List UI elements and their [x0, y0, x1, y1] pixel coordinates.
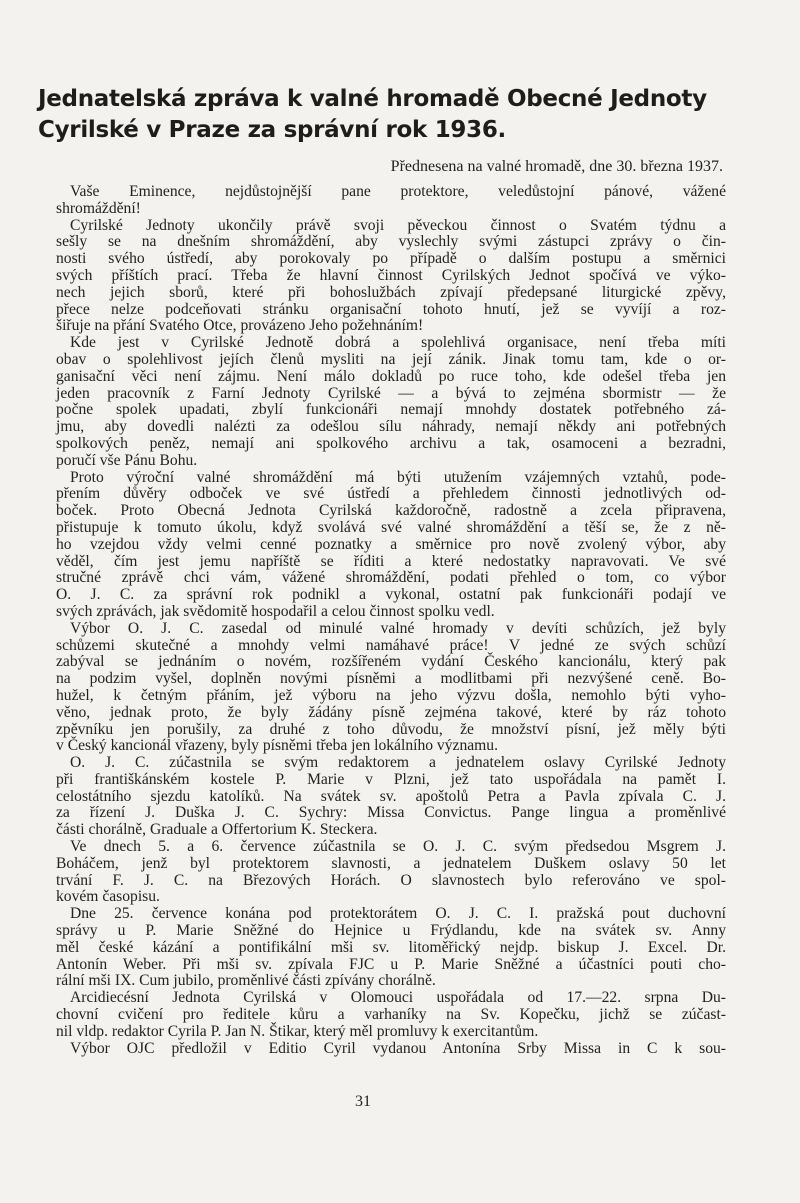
- text-line: Proto výroční valné shromáždění má býti utužením vzájemných vztahů, pode-: [70, 468, 726, 486]
- text-line: věno, jednak proto, že byly žádány písně zejména takové, které by ráz tohoto: [56, 703, 726, 721]
- text-line: rální mši IX. Cum jubilo, proměnlivé části zpívány chorálně.: [56, 972, 436, 990]
- title-line-1: Jednatelská zpráva k valné hromadě Obecné Jednoty: [38, 86, 707, 112]
- text-line: části chorálně, Graduale a Offertorium K. Steckera.: [56, 821, 378, 839]
- title-line-2: Cyrilské v Praze za správní rok 1936.: [38, 117, 506, 143]
- text-line: zabýval se jednáním o novém, rozšířeném vydání Českého kancionálu, který pak: [56, 653, 726, 671]
- text-line: při františkánském kostele P. Marie v Plzni, jež tato uspořádala na pamět I.: [56, 770, 726, 788]
- text-line: sešly se na dnešním shromáždění, aby vyslechly svými zástupci zprávy o čin-: [56, 233, 726, 251]
- text-line: kovém časopisu.: [56, 888, 160, 906]
- text-line: ganisační věci není zájmu. Není málo dokladů po ruce toho, kde odešel třeba jen: [56, 367, 726, 385]
- text-line: na podzim vyšel, doplněn novými písněmi a modlitbami při nezvýšené ceně. Bo-: [56, 670, 726, 688]
- paragraph: [56, 184, 726, 218]
- text-line: nosti svého ústředí, aby porokovaly po případě o dalším postupu a směrnici: [56, 250, 726, 268]
- text-line: nil vldp. redaktor Cyrila P. Jan N. Štikar, který měl promluvy k exercitantům.: [56, 1022, 539, 1040]
- text-line: měl české kázání a pontifikální mši sv. litoměřický nejdp. biskup J. Excel. Dr.: [56, 938, 726, 956]
- text-line: věděl, čím jest jemu napříště se říditi a které nedostatky napravovati. Ve své: [56, 552, 726, 570]
- text-line: svých zprávách, jak svědomitě hospodařil a celou činnost spolku vedl.: [56, 602, 495, 620]
- text-line: ho vzejdou vždy velmi cenné poznatky a směrnice pro nově zvolený výbor, aby: [56, 535, 726, 553]
- text-line: schůzemi skutečné a mnohdy velmi namáhavé práce! V jedné ze svých schůzí: [56, 636, 726, 654]
- paragraph: [56, 218, 726, 336]
- text-line: shromáždění!: [56, 199, 141, 217]
- text-line: stručné zprávě chci vám, vážené shromáždění, podati přehled o tom, co výbor: [56, 569, 726, 587]
- text-line: Antonín Weber. Při mši sv. zpívala FJC u P. Marie Sněžné a účastníci pouti cho-: [56, 955, 726, 973]
- text-line: přením důvěry odboček ve své ústředí a přehledem činnosti jednotlivých od-: [56, 485, 726, 503]
- text-line: správy u P. Marie Sněžné do Hejnice u Frýdlandu, kde na svátek sv. Anny: [56, 922, 726, 940]
- text-line: počne spolek upadati, zbylí funkcionáři nemají mnohdy dostatek potřebného zá-: [56, 401, 726, 419]
- text-line: šiřuje na přání Svatého Otce, provázeno Jeho požehnáním!: [56, 317, 424, 335]
- text-line: přistupuje k tomuto úkolu, když svolává své valné shromáždění a těší se, že z ně-: [56, 518, 726, 536]
- text-line: hužel, k četným přáním, jež výboru na jeho výzvu došla, nemohlo býti vyho-: [56, 686, 726, 704]
- text-line: poručí vše Pánu Bohu.: [56, 451, 198, 469]
- text-line: za řízení J. Duška J. C. Sychry: Missa Convictus. Pange lingua a proměnlivé: [56, 804, 726, 822]
- subtitle-date: Přednesena na valné hromadě, dne 30. března 1937.: [390, 158, 723, 175]
- text-line: zpěvníku jen porušily, za druhé z toho důvodu, že množství písní, jež měly býti: [56, 720, 726, 738]
- text-line: Boháčem, jenž byl protektorem slavnosti, a jednatelem Duškem oslavy 50 let: [56, 854, 726, 872]
- text-line: v Český kancionál vřazeny, byly písněmi třeba jen lokálního významu.: [56, 737, 498, 755]
- text-line: celostátního sjezdu katolíků. Na svátek sv. apoštolů Petra a Pavla zpívala C. J.: [56, 787, 726, 805]
- paragraph: [56, 335, 726, 469]
- text-line: trvání F. J. C. na Březových Horách. O slavnostech bylo referováno ve spol-: [56, 871, 726, 889]
- text-line: svých příštích prací. Třeba že hlavní činnost Cyrilských Jednot spočívá ve výko-: [56, 266, 726, 284]
- paragraph: [56, 621, 726, 755]
- text-line: Vaše Eminence, nejdůstojnější pane protektore, veledůstojní pánové, vážené: [70, 183, 726, 200]
- text-line: Arcidiecésní Jednota Cyrilská v Olomouci uspořádala od 17.—22. srpna Du-: [70, 989, 726, 1007]
- text-line: O. J. C. za správní rok podnikl a vykonal, ostatní pak funkcionáři podají ve: [56, 586, 726, 604]
- text-line: Cyrilské Jednoty ukončily právě svoji pěveckou činnost o Svatém týdnu a: [70, 216, 726, 234]
- text-line: Výbor OJC předložil v Editio Cyril vydanou Antonína Srby Missa in C k sou-: [70, 1039, 726, 1057]
- text-line: Ve dnech 5. a 6. července zúčastnila se O. J. C. svým předsedou Msgrem J.: [70, 838, 726, 856]
- paragraph: [56, 755, 726, 839]
- text-line: Výbor O. J. C. zasedal od minulé valné hromady v devíti schůzích, jež byly: [70, 619, 726, 637]
- text-line: nech jejich sborů, které při bohoslužbách zpívají předepsané liturgické zpěvy,: [56, 283, 726, 301]
- text-line: obav o spolehlivost jejích členů mysliti na její zánik. Jinak tomu tam, kde o or-: [56, 350, 726, 368]
- text-line: jmu, aby dovedli nalézti za odešlou sílu náhrady, nemají někdy ani potřebných: [56, 418, 726, 436]
- paragraph: [56, 839, 726, 906]
- text-line: boček. Proto Obecná Jednota Cyrilská každoročně, radostně a zcela připravena,: [56, 502, 726, 520]
- paragraph: [56, 470, 726, 621]
- page-number: 31: [355, 1093, 371, 1110]
- text-line: Dne 25. července konána pod protektorátem O. J. C. I. pražská pout duchovní: [70, 905, 726, 923]
- text-line: chovní cvičení pro ředitele kůru a varhaníky na Sv. Kopečku, jichž se zúčast-: [56, 1006, 726, 1024]
- paragraph: [56, 1041, 726, 1058]
- report-title: [38, 84, 738, 146]
- text-line: Kde jest v Cyrilské Jednotě dobrá a spolehlivá organisace, není třeba míti: [70, 334, 726, 352]
- report-body: [56, 184, 726, 1057]
- paragraph: [56, 906, 726, 990]
- text-line: jeden pracovník z Farní Jednoty Cyrilské — a bývá to zejména sbormistr — že: [56, 384, 726, 402]
- text-line: spolkových peněz, nemají ani spolkového archivu a tak, osamoceni a bezradni,: [56, 434, 726, 452]
- text-line: přece nelze podceňovati stránku organisační tohoto hnutí, jež se vyvíjí a roz-: [56, 300, 726, 318]
- text-line: O. J. C. zúčastnila se svým redaktorem a jednatelem oslavy Cyrilské Jednoty: [70, 754, 726, 772]
- paragraph: [56, 990, 726, 1040]
